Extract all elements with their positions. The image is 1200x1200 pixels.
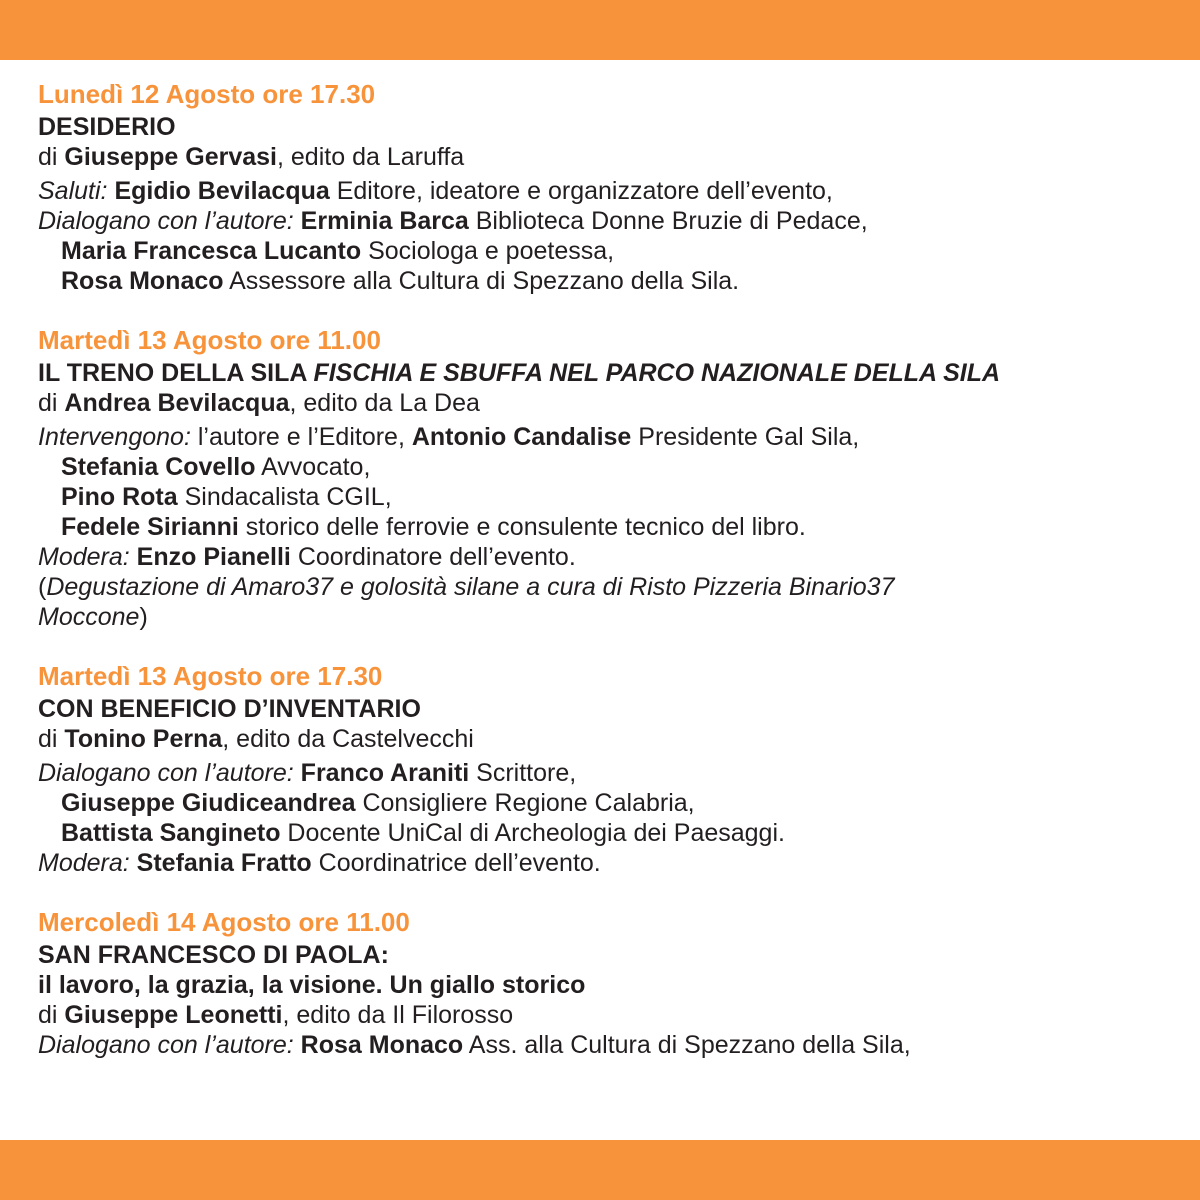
- role-label: Saluti:: [38, 177, 115, 205]
- event-entry: [38, 76, 1168, 296]
- text-segment: Assessore alla Cultura di Spezzano della Sila.: [223, 267, 740, 295]
- speaker-line: [38, 512, 1168, 542]
- text-segment: FISCHIA E SBUFFA NEL PARCO NAZIONALE DELLA SILA: [313, 359, 1001, 387]
- event-line: [38, 206, 1168, 236]
- event-line: [38, 724, 1168, 754]
- text-segment: di: [38, 725, 65, 753]
- event-line: [38, 602, 1168, 632]
- text-segment: , edito da Il Filorosso: [282, 1001, 514, 1029]
- speaker-line: [38, 452, 1168, 482]
- person-name: Giuseppe Gervasi: [64, 143, 278, 171]
- event-date: Lunedì 12 Agosto ore 17.30: [38, 79, 376, 109]
- text-segment: Sindacalista CGIL,: [177, 483, 392, 511]
- event-date: Martedì 13 Agosto ore 17.30: [38, 661, 383, 691]
- role-label: Moccone: [38, 603, 140, 631]
- text-segment: SAN FRANCESCO DI PAOLA:: [38, 941, 389, 969]
- person-name: Rosa Monaco: [300, 1031, 464, 1059]
- text-segment: Sociologa e poetessa,: [361, 237, 615, 265]
- person-name: Stefania Fratto: [136, 849, 312, 877]
- person-name: Andrea Bevilacqua: [64, 389, 290, 417]
- text-segment: , edito da Laruffa: [277, 143, 465, 171]
- text-segment: Presidente Gal Sila,: [631, 423, 860, 451]
- text-segment: DESIDERIO: [38, 113, 176, 141]
- text-segment: di: [38, 143, 65, 171]
- text-segment: storico delle ferrovie e consulente tecnico del libro.: [238, 513, 806, 541]
- event-line: [38, 388, 1168, 418]
- book-title: [38, 112, 1168, 142]
- speaker-line: [38, 482, 1168, 512]
- event-line: [38, 176, 1168, 206]
- event-line: [38, 758, 1168, 788]
- person-name: Giuseppe Giudiceandrea: [61, 789, 356, 817]
- person-name: Tonino Perna: [64, 725, 223, 753]
- person-name: Maria Francesca Lucanto: [61, 237, 362, 265]
- text-segment: Consigliere Regione Calabria,: [355, 789, 695, 817]
- event-line: [38, 542, 1168, 572]
- person-name: Giuseppe Leonetti: [64, 1001, 283, 1029]
- text-segment: Ass. alla Cultura di Spezzano della Sila,: [463, 1031, 911, 1059]
- book-title: [38, 970, 1168, 1000]
- person-name: Rosa Monaco: [61, 267, 224, 295]
- role-label: Degustazione di Amaro37 e golosità silane a cura di Risto Pizzeria Binario37: [46, 573, 895, 601]
- role-label: Dialogano con l’autore:: [38, 207, 301, 235]
- text-segment: Docente UniCal di Archeologia dei Paesaggi.: [280, 819, 785, 847]
- text-segment: Biblioteca Donne Bruzie di Pedace,: [468, 207, 868, 235]
- text-segment: Scrittore,: [469, 759, 577, 787]
- speaker-line: [38, 236, 1168, 266]
- event-line: [38, 422, 1168, 452]
- person-name: Battista Sangineto: [61, 819, 281, 847]
- event-entry: [38, 322, 1168, 632]
- speaker-line: [38, 788, 1168, 818]
- event-line: [38, 572, 1168, 602]
- speaker-line: [38, 818, 1168, 848]
- event-date: Martedì 13 Agosto ore 11.00: [38, 325, 381, 355]
- top-accent-band: [0, 0, 1200, 60]
- text-segment: , edito da La Dea: [289, 389, 480, 417]
- role-label: Modera:: [38, 849, 137, 877]
- person-name: Franco Araniti: [300, 759, 470, 787]
- book-title: [38, 940, 1168, 970]
- role-label: Dialogano con l’autore:: [38, 1031, 301, 1059]
- role-label: Intervengono:: [38, 423, 198, 451]
- person-name: Stefania Covello: [61, 453, 256, 481]
- event-line: [38, 1000, 1168, 1030]
- text-segment: di: [38, 389, 65, 417]
- event-program: [38, 76, 1168, 1060]
- event-date: Mercoledì 14 Agosto ore 11.00: [38, 907, 410, 937]
- event-line: [38, 142, 1168, 172]
- event-line: [38, 1030, 1168, 1060]
- role-label: Modera:: [38, 543, 137, 571]
- text-segment: Avvocato,: [255, 453, 371, 481]
- book-title: [38, 358, 1168, 388]
- event-line: [38, 848, 1168, 878]
- book-title: [38, 694, 1168, 724]
- event-entry: [38, 658, 1168, 878]
- person-name: Erminia Barca: [300, 207, 469, 235]
- person-name: Fedele Sirianni: [61, 513, 239, 541]
- text-segment: IL TRENO DELLA SILA: [38, 359, 314, 387]
- person-name: Enzo Pianelli: [136, 543, 291, 571]
- text-segment: , edito da Castelvecchi: [222, 725, 474, 753]
- event-entry: [38, 904, 1168, 1060]
- text-segment: Coordinatore dell’evento.: [290, 543, 576, 571]
- text-segment: di: [38, 1001, 65, 1029]
- text-segment: il lavoro, la grazia, la visione. Un giallo storico: [38, 971, 586, 999]
- role-label: Dialogano con l’autore:: [38, 759, 301, 787]
- text-segment: CON BENEFICIO D’INVENTARIO: [38, 695, 421, 723]
- text-segment: (: [38, 573, 47, 601]
- text-segment: ): [139, 603, 148, 631]
- bottom-accent-band: [0, 1140, 1200, 1200]
- text-segment: Editore, ideatore e organizzatore dell’evento,: [329, 177, 833, 205]
- person-name: Antonio Candalise: [411, 423, 632, 451]
- person-name: Egidio Bevilacqua: [114, 177, 330, 205]
- text-segment: Coordinatrice dell’evento.: [311, 849, 601, 877]
- speaker-line: [38, 266, 1168, 296]
- text-segment: l’autore e l’Editore,: [197, 423, 412, 451]
- person-name: Pino Rota: [61, 483, 178, 511]
